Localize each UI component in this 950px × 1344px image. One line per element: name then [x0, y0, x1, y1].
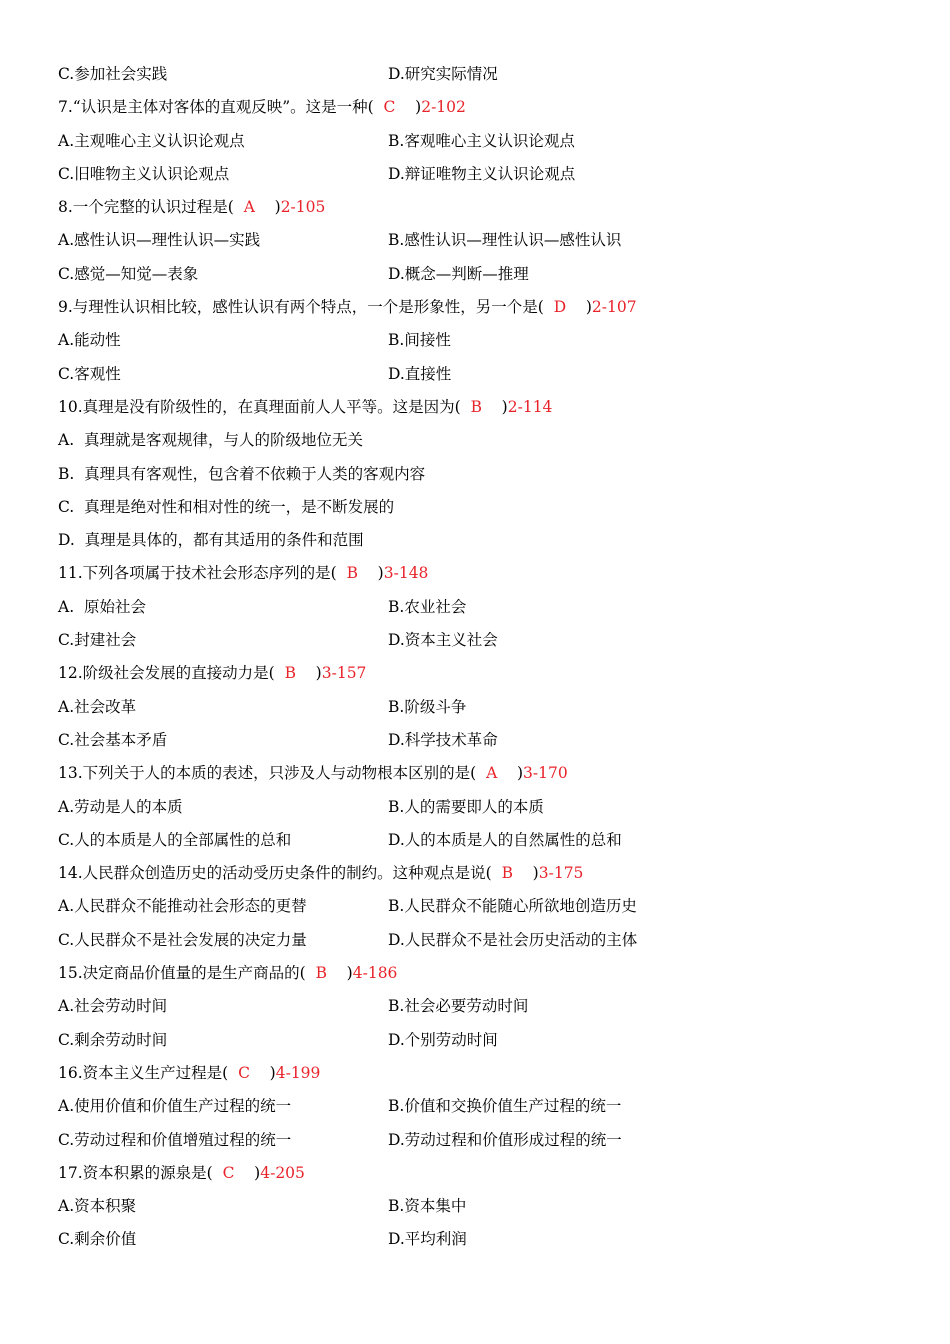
option-right: B.间接性 — [388, 331, 451, 350]
option-line — [58, 228, 898, 261]
option-full: C. 真理是绝对性和相对性的统一，是不断发展的 — [58, 497, 395, 516]
option-left: A.使用价值和价值生产过程的统一 — [58, 1097, 292, 1116]
answer-letter: A — [486, 764, 498, 783]
question-close-paren: ) — [377, 564, 384, 583]
option-right: B.感性认识—理性认识—感性认识 — [388, 231, 622, 250]
page-reference: 2-114 — [507, 397, 553, 416]
question-close-paren: ) — [346, 964, 353, 983]
answer-letter: C — [222, 1163, 235, 1182]
option-line — [58, 129, 898, 162]
question-close-paren: ) — [516, 764, 524, 783]
option-right: B.社会必要劳动时间 — [388, 997, 529, 1016]
document-page — [58, 62, 898, 1261]
option-left: C.客观性 — [58, 364, 121, 383]
answer-letter: A — [243, 198, 255, 217]
option-line — [58, 695, 898, 728]
question-text — [58, 1061, 320, 1085]
answer-letter: C — [383, 98, 396, 117]
question-close-paren: ) — [315, 664, 322, 683]
option-line — [58, 1128, 898, 1161]
question-stem: 17.资本积累的源泉是( — [58, 1163, 213, 1182]
question-stem: 8.一个完整的认识过程是( — [58, 198, 234, 217]
question-text — [58, 395, 552, 419]
option-left: A.资本积聚 — [58, 1197, 137, 1216]
option-left: A.能动性 — [58, 331, 121, 350]
question-text — [58, 561, 428, 585]
question-line — [58, 761, 898, 794]
option-line — [58, 1227, 898, 1260]
question-line — [58, 561, 898, 594]
question-line — [58, 1061, 898, 1094]
question-close-paren: ) — [254, 1163, 261, 1182]
option-line — [58, 728, 898, 761]
option-right: D.直接性 — [388, 364, 452, 383]
question-text — [58, 661, 366, 685]
option-line — [58, 994, 898, 1027]
option-right: D.辩证唯物主义认识论观点 — [388, 164, 576, 183]
question-close-paren: ) — [415, 98, 422, 117]
question-line — [58, 861, 898, 894]
option-right: D.研究实际情况 — [388, 65, 498, 83]
option-right: D.人的本质是人的自然属性的总和 — [388, 830, 622, 849]
page-reference: 2-105 — [280, 198, 326, 217]
option-line — [58, 162, 898, 195]
question-line — [58, 1161, 898, 1194]
option-right: D.劳动过程和价值形成过程的统一 — [388, 1130, 622, 1149]
option-line — [58, 1194, 898, 1227]
option-left: C.人的本质是人的全部属性的总和 — [58, 830, 292, 849]
option-line — [58, 795, 898, 828]
option-right: D.科学技术革命 — [388, 730, 498, 749]
option-line — [58, 1028, 898, 1061]
answer-letter: B — [346, 564, 358, 583]
option-left: A.主观唯心主义认识论观点 — [58, 131, 245, 150]
page-reference: 2-107 — [591, 298, 637, 317]
option-full: B. 真理具有客观性，包含着不依赖于人类的客观内容 — [58, 464, 426, 483]
question-line — [58, 395, 898, 428]
question-line — [58, 295, 898, 328]
option-line — [58, 262, 898, 295]
page-reference: 2-102 — [421, 98, 466, 117]
page-reference: 3-157 — [321, 664, 367, 683]
option-line — [58, 328, 898, 361]
page-reference: 3-148 — [383, 564, 429, 583]
answer-letter: D — [553, 298, 567, 317]
option-line — [58, 1094, 898, 1127]
answer-letter: B — [470, 397, 482, 416]
question-stem: 15.决定商品价值量的是生产商品的( — [58, 964, 306, 983]
option-left: C.剩余劳动时间 — [58, 1030, 168, 1049]
option-left: A.社会改革 — [58, 697, 137, 716]
option-line — [58, 595, 898, 628]
question-close-paren: ) — [585, 298, 592, 317]
answer-letter: B — [315, 964, 327, 983]
option-right: D.人民群众不是社会历史活动的主体 — [388, 930, 638, 949]
option-full: A. 真理就是客观规律，与人的阶级地位无关 — [58, 431, 363, 450]
option-right: B.阶级斗争 — [388, 697, 467, 716]
page-reference: 3-170 — [523, 764, 568, 783]
option-line — [58, 928, 898, 961]
option-line — [58, 828, 898, 861]
question-text — [58, 95, 466, 119]
question-stem: 14.人民群众创造历史的活动受历史条件的制约。这种观点是说( — [58, 864, 492, 883]
question-stem: 12.阶级社会发展的直接动力是( — [58, 664, 275, 683]
option-right: B.农业社会 — [388, 597, 467, 616]
option-left: C.感觉—知觉—表象 — [58, 264, 199, 283]
question-text — [58, 195, 325, 219]
option-left: C.参加社会实践 — [58, 65, 168, 83]
option-left: C.劳动过程和价值增殖过程的统一 — [58, 1130, 292, 1149]
question-line — [58, 95, 898, 128]
option-left: C.社会基本矛盾 — [58, 730, 168, 749]
question-text — [58, 1161, 305, 1185]
page-reference: 3-175 — [538, 864, 584, 883]
option-left: A.劳动是人的本质 — [58, 797, 183, 816]
page-reference: 4-199 — [275, 1063, 321, 1082]
option-line — [58, 362, 898, 395]
option-right: D.资本主义社会 — [388, 631, 498, 650]
option-left: A.人民群众不能推动社会形态的更替 — [58, 897, 307, 916]
option-line — [58, 495, 898, 528]
question-stem: 11.下列各项属于技术社会形态序列的是( — [58, 564, 337, 583]
question-line — [58, 661, 898, 694]
option-right: D.平均利润 — [388, 1230, 467, 1249]
option-left: C.人民群众不是社会发展的决定力量 — [58, 930, 307, 949]
page-reference: 4-205 — [260, 1163, 305, 1182]
option-left: C.旧唯物主义认识论观点 — [58, 164, 230, 183]
option-line — [58, 628, 898, 661]
option-left: A.社会劳动时间 — [58, 997, 168, 1016]
question-line — [58, 195, 898, 228]
question-stem: 7.“认识是主体对客体的直观反映”。这是一种( — [58, 98, 374, 117]
option-line — [58, 894, 898, 927]
question-stem: 9.与理性认识相比较，感性认识有两个特点，一个是形象性，另一个是( — [58, 298, 544, 317]
question-stem: 10.真理是没有阶级性的，在真理面前人人平等。这是因为( — [58, 397, 461, 416]
option-line — [58, 528, 898, 561]
question-close-paren: ) — [269, 1063, 276, 1082]
option-left: A. 原始社会 — [58, 597, 146, 616]
option-right: B.价值和交换价值生产过程的统一 — [388, 1097, 622, 1116]
question-text — [58, 295, 637, 319]
option-line — [58, 62, 898, 95]
question-close-paren: ) — [532, 864, 539, 883]
question-stem: 16.资本主义生产过程是( — [58, 1063, 229, 1082]
question-text — [58, 961, 397, 985]
option-left: C.封建社会 — [58, 631, 137, 650]
question-close-paren: ) — [501, 397, 508, 416]
option-right: D.个别劳动时间 — [388, 1030, 498, 1049]
question-text — [58, 861, 583, 885]
question-close-paren: ) — [274, 198, 281, 217]
option-right: D.概念—判断—推理 — [388, 264, 529, 283]
question-line — [58, 961, 898, 994]
option-line — [58, 428, 898, 461]
option-left: C.剩余价值 — [58, 1230, 137, 1249]
option-right: B.人的需要即人的本质 — [388, 797, 544, 816]
option-right: B.人民群众不能随心所欲地创造历史 — [388, 897, 637, 916]
answer-letter: B — [501, 864, 513, 883]
option-full: D. 真理是具体的，都有其适用的条件和范围 — [58, 531, 364, 550]
option-left: A.感性认识—理性认识—实践 — [58, 231, 261, 250]
answer-letter: C — [238, 1063, 250, 1082]
option-line — [58, 462, 898, 495]
option-right: B.客观唯心主义认识论观点 — [388, 131, 575, 150]
page-reference: 4-186 — [352, 964, 398, 983]
answer-letter: B — [284, 664, 296, 683]
option-right: B.资本集中 — [388, 1197, 467, 1216]
question-stem: 13.下列关于人的本质的表述，只涉及人与动物根本区别的是( — [58, 764, 477, 783]
question-text — [58, 761, 568, 785]
